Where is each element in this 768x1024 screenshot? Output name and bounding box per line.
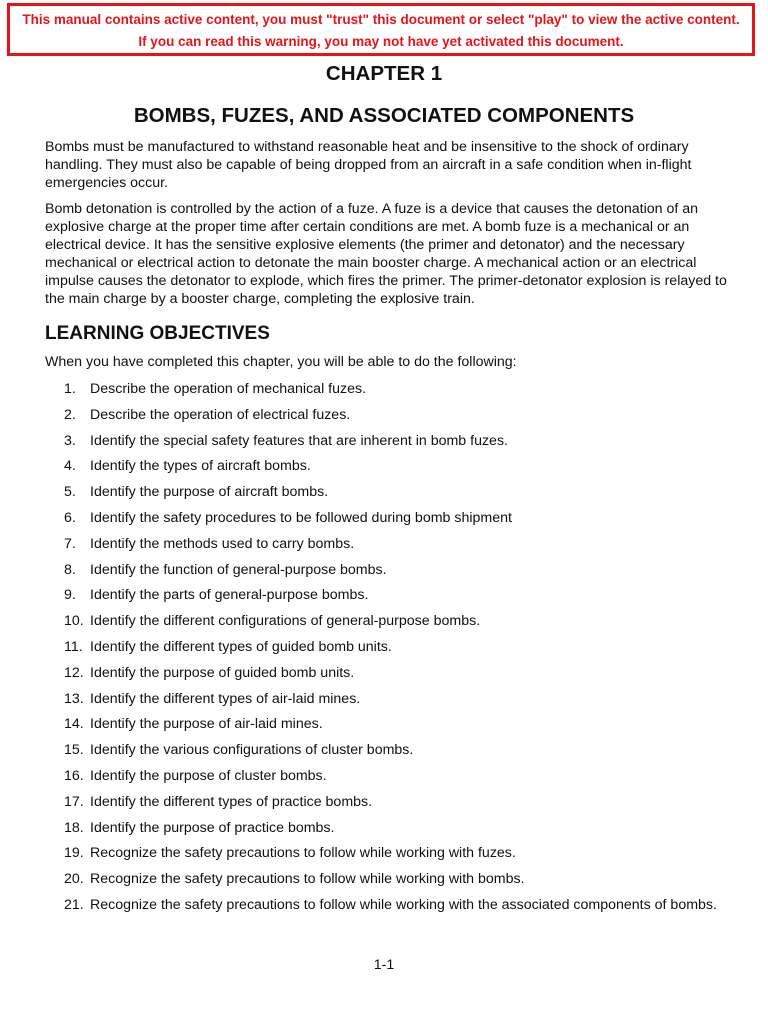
learning-objectives-heading: LEARNING OBJECTIVES xyxy=(45,323,270,344)
chapter-title: BOMBS, FUZES, AND ASSOCIATED COMPONENTS xyxy=(133,104,635,127)
objective-text: Identify the purpose of cluster bombs. xyxy=(90,768,327,784)
objective-text: Identify the safety procedures to be followed during bomb shipment xyxy=(90,510,512,526)
objective-text: Identify the function of general-purpose bombs. xyxy=(90,561,387,578)
objective-item xyxy=(64,561,724,579)
objective-item xyxy=(64,612,724,630)
objective-number: 18. xyxy=(64,819,84,836)
objective-number: 10. xyxy=(64,613,84,630)
objective-item xyxy=(64,380,724,398)
objective-item xyxy=(64,509,724,527)
objective-number: 17. xyxy=(64,793,84,810)
objective-number: 16. xyxy=(64,768,84,784)
chapter-label: CHAPTER 1 xyxy=(325,62,443,85)
objective-number: 21. xyxy=(64,897,84,913)
paragraph-1: Bombs must be manufactured to withstand reasonable heat and be insensitive to the shock of ordinary handling. They must also be capable of being dropped from an aircraft in a safe condition when in-flight emergencies occur. xyxy=(45,139,692,191)
objective-text: Recognize the safety precautions to follow while working with fuzes. xyxy=(90,845,516,862)
objective-number: 6. xyxy=(64,510,76,526)
objective-number: 11. xyxy=(64,639,83,655)
objective-item xyxy=(64,715,724,733)
objective-text: Recognize the safety precautions to follow while working with the associated components of bombs. xyxy=(90,897,717,913)
objective-text: Identify the types of aircraft bombs. xyxy=(90,458,311,475)
objective-item xyxy=(64,896,724,914)
objective-item xyxy=(64,406,724,424)
objective-number: 20. xyxy=(64,871,84,888)
learning-objectives-intro: When you have completed this chapter, you will be able to do the following: xyxy=(45,354,517,370)
objective-item xyxy=(64,741,724,759)
objective-item xyxy=(64,457,724,475)
objective-text: Identify the special safety features that are inherent in bomb fuzes. xyxy=(90,432,508,449)
objective-text: Identify the purpose of air-laid mines. xyxy=(90,716,323,733)
objective-text: Identify the parts of general-purpose bombs. xyxy=(90,587,369,604)
objective-number: 9. xyxy=(64,587,76,604)
objective-item xyxy=(64,638,724,656)
objective-number: 5. xyxy=(64,484,76,501)
objective-number: 15. xyxy=(64,742,84,759)
objective-item xyxy=(64,870,724,888)
objective-number: 1. xyxy=(64,381,76,397)
warning-line-1: This manual contains active content, you must "trust" this document or select "play" to view the active content. xyxy=(22,12,740,27)
objective-text: Identify the purpose of aircraft bombs. xyxy=(90,484,329,501)
objective-text: Identify the purpose of guided bomb units. xyxy=(90,664,355,681)
objective-item xyxy=(64,819,724,837)
objective-text: Identify the different types of air-laid mines. xyxy=(90,690,361,707)
objective-item xyxy=(64,586,724,604)
objective-number: 4. xyxy=(64,458,76,475)
objective-text: Describe the operation of mechanical fuzes. xyxy=(90,381,367,397)
objective-text: Identify the different types of guided bomb units. xyxy=(90,639,392,655)
objective-text: Identify the different configurations of general-purpose bombs. xyxy=(90,613,481,630)
objective-item xyxy=(64,432,724,450)
warning-line-2: If you can read this warning, you may not have yet activated this document. xyxy=(138,34,624,49)
objective-text: Identify the different types of practice bombs. xyxy=(90,793,373,810)
objective-number: 8. xyxy=(64,561,76,578)
objective-item xyxy=(64,793,724,811)
objective-number: 13. xyxy=(64,690,84,707)
objective-number: 2. xyxy=(64,406,76,423)
objective-text: Identify the methods used to carry bombs. xyxy=(90,535,355,552)
page-number: 1-1 xyxy=(373,957,395,973)
objective-item xyxy=(64,535,724,553)
objective-item xyxy=(64,664,724,682)
objective-item xyxy=(64,767,724,785)
objective-number: 3. xyxy=(64,432,76,449)
objective-text: Identify the purpose of practice bombs. xyxy=(90,819,335,836)
objective-item xyxy=(64,844,724,862)
objective-number: 7. xyxy=(64,535,76,552)
objective-item xyxy=(64,483,724,501)
objective-text: Describe the operation of electrical fuzes. xyxy=(90,406,351,423)
active-content-warning xyxy=(7,3,755,56)
objective-text: Recognize the safety precautions to follow while working with bombs. xyxy=(90,871,525,888)
objective-item xyxy=(64,690,724,708)
objective-number: 19. xyxy=(64,845,84,862)
objective-number: 14. xyxy=(64,716,84,733)
objective-number: 12. xyxy=(64,664,84,681)
paragraph-2: Bomb detonation is controlled by the action of a fuze. A fuze is a device that causes the detonation of an explosive charge at the proper time after certain conditions are met. A bomb fuze is a mechanical or an electrical device. It has the sensitive explosive elements (the primer and detonator) and the necessary mechanical or electrical action to detonate the main booster charge. A mechanical action or an electrical impulse causes the detonator to explode, which fires the primer. The primer-detonator explosion is relayed to the main charge by a booster charge, completing the explosive train. xyxy=(45,201,727,307)
objective-text: Identify the various configurations of cluster bombs. xyxy=(90,742,414,759)
